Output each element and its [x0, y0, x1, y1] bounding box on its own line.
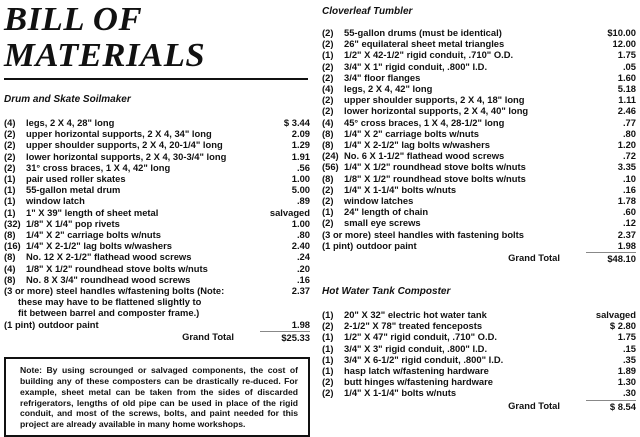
item-desc: steel handles w/fastening bolts (Note: [55, 285, 225, 297]
item-qty: (1) [322, 353, 334, 365]
item-qty: (2) [4, 161, 16, 173]
item-desc: No. 8 X 3/4" roundhead wood screws [26, 273, 191, 285]
item-desc: these may have to be flattened slightly to [18, 296, 202, 308]
grand-total-soilmaker [4, 331, 310, 343]
list-item [322, 206, 636, 217]
item-price: 2.46 [617, 105, 636, 117]
item-qty: (8) [322, 127, 334, 139]
item-qty: (2) [322, 387, 334, 399]
item-qty: (1) [322, 365, 334, 377]
item-desc: outdoor paint [356, 239, 417, 251]
item-qty: (4) [4, 262, 16, 274]
item-desc: 1/2" X 42-1/2" rigid conduit, .710" O.D. [344, 49, 514, 61]
item-qty: (1) [4, 195, 16, 207]
item-qty: (2) [322, 320, 334, 332]
total-value: $48.10 [586, 252, 636, 264]
item-price: 1.75 [617, 49, 636, 61]
item-qty: (2) [322, 195, 334, 207]
item-price: .60 [622, 206, 636, 218]
list-item [322, 139, 636, 150]
page-title: BILL OF MATERIALS [4, 1, 206, 74]
item-price: 1.11 [618, 94, 636, 106]
item-qty: (1) [4, 173, 16, 185]
grand-total-tumbler [322, 252, 636, 264]
list-item [4, 319, 310, 330]
item-desc: 1/4" X 2-1/2" lag bolts w/washers [344, 139, 490, 151]
list-item [322, 161, 636, 172]
item-desc: 1/8" X 1/2" roundhead stove bolts w/nuts [26, 262, 208, 274]
item-desc: window latches [344, 195, 414, 207]
item-qty: (2) [322, 71, 334, 83]
list-item [322, 354, 636, 365]
item-price: .16 [622, 183, 636, 195]
list-item-continuation [4, 296, 310, 307]
list-item [4, 229, 310, 240]
item-price: 1.00 [291, 217, 310, 229]
list-item [4, 263, 310, 274]
item-price: 1.75 [617, 331, 636, 343]
grand-total-hotwater [322, 400, 636, 412]
item-qty: (32) [4, 217, 21, 229]
list-item [4, 162, 310, 173]
item-qty: (2) [322, 94, 334, 106]
item-desc: upper shoulder supports, 2 X 4, 20-1/4" long [26, 139, 223, 151]
item-qty: (2) [322, 183, 334, 195]
item-price: 1.98 [291, 318, 310, 330]
item-qty: (1 pint) [322, 239, 354, 251]
total-label: Grand Total [508, 252, 560, 264]
item-price: .24 [296, 251, 310, 263]
item-desc: 1" X 39" length of sheet metal [26, 206, 159, 218]
item-desc: upper shoulder supports, 2 X 4, 18" long [344, 94, 525, 106]
item-qty: (2) [322, 27, 334, 38]
item-qty: (56) [322, 161, 339, 173]
list-item [322, 331, 636, 342]
list-item [4, 251, 310, 262]
list-item [322, 365, 636, 376]
item-price: .20 [296, 262, 310, 274]
item-price: .89 [296, 195, 310, 207]
list-item [322, 309, 636, 320]
item-qty: (1) [322, 49, 334, 61]
total-label: Grand Total [508, 399, 560, 411]
list-item [4, 128, 310, 139]
item-qty: (2) [4, 150, 16, 162]
list-item [322, 173, 636, 184]
list-item [4, 173, 310, 184]
list-item [4, 240, 310, 251]
section-title-hotwater: Hot Water Tank Composter [322, 286, 451, 298]
item-desc: 3/4" X 1" rigid conduit, .800" I.D. [344, 60, 488, 72]
list-item [4, 151, 310, 162]
item-qty: (16) [4, 240, 21, 252]
item-price: 1.89 [617, 365, 636, 377]
item-price: .15 [622, 342, 636, 354]
list-item [322, 49, 636, 60]
list-item [322, 376, 636, 387]
item-price: salvaged [269, 206, 310, 218]
item-price: .10 [622, 172, 636, 184]
item-qty: (2) [4, 139, 16, 151]
item-desc: 55-gallon metal drum [26, 184, 121, 196]
list-item [4, 218, 310, 229]
item-price: .72 [622, 150, 636, 162]
list-item [322, 38, 636, 49]
item-desc: 1/2" X 47" rigid conduit, .710" O.D. [344, 331, 497, 343]
item-desc: hasp latch w/fastening hardware [344, 365, 489, 377]
item-qty: (24) [322, 150, 339, 162]
item-qty: (1) [322, 206, 334, 218]
item-price: .30 [622, 387, 636, 399]
item-price: salvaged [595, 309, 636, 321]
item-qty: (1) [322, 331, 334, 343]
list-item [322, 387, 636, 398]
list-item-continuation [4, 307, 310, 318]
item-desc: 20" X 32" electric hot water tank [344, 309, 487, 321]
item-desc: steel handles with fastening bolts [373, 228, 524, 240]
item-desc: upper horizontal supports, 2 X 4, 34" long [26, 128, 212, 140]
item-price: 2.37 [617, 228, 636, 240]
item-qty: (4) [322, 83, 334, 95]
item-qty: (2) [322, 217, 334, 229]
list-item [322, 105, 636, 116]
item-price: 3.35 [617, 161, 636, 173]
list-item [322, 128, 636, 139]
item-price: 1.91 [291, 150, 310, 162]
item-qty: (1 pint) [4, 318, 36, 330]
item-price: $ 2.80 [609, 320, 636, 332]
list-item [322, 61, 636, 72]
tumbler-list [322, 27, 636, 229]
item-qty: (1) [322, 309, 334, 321]
item-desc: 1/4" X 2" carriage bolts w/nuts [344, 127, 479, 139]
item-qty: (2) [322, 38, 334, 50]
list-item [4, 184, 310, 195]
item-qty: (4) [4, 117, 16, 128]
item-desc: 1/4" X 1/2" roundhead stove bolts w/nuts [344, 161, 526, 173]
list-item [4, 195, 310, 206]
item-price: .80 [622, 127, 636, 139]
section-title-tumbler: Cloverleaf Tumbler [322, 6, 413, 17]
item-desc: 1/4" X 1-1/4" bolts w/nuts [344, 387, 457, 399]
list-item [322, 150, 636, 161]
item-price: .05 [622, 60, 636, 72]
item-qty: (8) [4, 251, 16, 263]
list-item [322, 27, 636, 38]
item-desc: 26" equilateral sheet metal triangles [344, 38, 505, 50]
item-desc: butt hinges w/fastening hardware [344, 376, 493, 388]
note-box: Note: By using scrounged or salvaged components, the cost of building any of these composters can be drastically re-duced. For example, sheet metal can be taken from the sides of discarded refrigerators, lengths of old pipe can be used in place of the rigid conduit, and most of the screws, bolts, and paint needed for this project are already available in many home workshops. [4, 357, 310, 437]
list-item [4, 117, 310, 128]
total-label: Grand Total [182, 330, 234, 342]
item-price: 1.98 [617, 239, 636, 251]
list-item [322, 72, 636, 83]
item-desc: window latch [26, 195, 85, 207]
item-desc: small eye screws [344, 217, 421, 229]
item-qty: (8) [322, 172, 334, 184]
list-item [4, 274, 310, 285]
item-desc: legs, 2 X 4, 28" long [26, 117, 115, 128]
hotwater-list [322, 309, 636, 399]
item-desc: 45° cross braces, 1 X 4, 28-1/2" long [344, 116, 505, 128]
item-qty: (3 or more) [322, 228, 371, 240]
right-column [322, 0, 636, 412]
item-price: .77 [622, 116, 636, 128]
item-price: 1.30 [617, 376, 636, 388]
item-price: 2.37 [291, 285, 310, 297]
item-price: 1.60 [617, 71, 636, 83]
item-price: .56 [296, 161, 310, 173]
item-desc: outdoor paint [38, 318, 99, 330]
list-item [4, 139, 310, 150]
item-desc: 3/4" floor flanges [344, 71, 421, 83]
item-qty: (1) [4, 206, 16, 218]
item-desc: 1/4" X 2-1/2" lag bolts w/washers [26, 240, 172, 252]
list-item [322, 240, 636, 251]
item-qty: (8) [4, 229, 16, 241]
item-desc: 24" length of chain [344, 206, 429, 218]
item-desc: 3/4" X 3" rigid conduit, .800" I.D. [344, 342, 488, 354]
item-qty: (8) [4, 273, 16, 285]
item-desc: 2-1/2" X 78" treated fenceposts [344, 320, 483, 332]
item-qty: (8) [322, 139, 334, 151]
item-price: 1.29 [291, 139, 310, 151]
item-price: 2.09 [291, 128, 310, 140]
item-qty: (2) [322, 376, 334, 388]
total-value: $ 8.54 [586, 400, 636, 412]
item-desc: 31° cross braces, 1 X 4, 42" long [26, 161, 171, 173]
item-desc: 55-gallon drums (must be identical) [344, 27, 502, 38]
item-desc: lower horizontal supports, 2 X 4, 40" long [344, 105, 529, 117]
item-price: 5.18 [617, 83, 636, 95]
soilmaker-list [4, 117, 310, 285]
item-desc: No. 6 X 1-1/2" flathead wood screws [344, 150, 505, 162]
list-item [322, 229, 636, 240]
item-desc: 1/8" X 1/2" roundhead stove bolts w/nuts [344, 172, 526, 184]
title-divider [4, 78, 308, 80]
list-item [322, 320, 636, 331]
item-qty: (4) [322, 116, 334, 128]
item-qty: (2) [322, 60, 334, 72]
item-price: $10.00 [607, 27, 636, 38]
list-item [4, 207, 310, 218]
item-desc: 1/4" X 2" carriage bolts w/nuts [26, 229, 161, 241]
item-qty: (1) [322, 342, 334, 354]
list-item [322, 195, 636, 206]
item-desc: lower horizontal supports, 2 X 4, 30-3/4" long [26, 150, 227, 162]
item-price: 5.00 [291, 184, 310, 196]
item-price: 1.78 [617, 195, 636, 207]
item-price: 1.20 [617, 139, 636, 151]
item-qty: (2) [4, 128, 16, 140]
section-title-soilmaker: Drum and Skate Soilmaker [4, 94, 131, 105]
total-value: $25.33 [260, 331, 310, 343]
left-column [4, 0, 310, 437]
item-price: $ 3.44 [283, 117, 310, 128]
item-desc: No. 12 X 2-1/2" flathead wood screws [26, 251, 192, 263]
item-desc: legs, 2 X 4, 42" long [344, 83, 433, 95]
list-item [322, 343, 636, 354]
list-item [322, 117, 636, 128]
item-desc: 3/4" X 6-1/2" rigid conduit, .800" I.D. [344, 353, 504, 365]
item-price: .80 [296, 229, 310, 241]
item-price: 1.00 [291, 173, 310, 185]
item-desc: pair used roller skates [26, 173, 126, 185]
list-item [322, 83, 636, 94]
item-desc: fit between barrel and composter frame.) [18, 307, 200, 319]
item-price: .16 [296, 273, 310, 285]
item-price: .12 [622, 217, 636, 229]
list-item [322, 94, 636, 105]
item-price: .35 [622, 353, 636, 365]
list-item [4, 285, 310, 296]
list-item [322, 184, 636, 195]
item-desc: 1/8" X 1/4" pop rivets [26, 217, 120, 229]
item-qty: (1) [4, 184, 16, 196]
item-price: 2.40 [291, 240, 310, 252]
item-desc: 1/4" X 1-1/4" bolts w/nuts [344, 183, 457, 195]
item-qty: (3 or more) [4, 285, 53, 297]
item-price: 12.00 [612, 38, 636, 50]
item-qty: (2) [322, 105, 334, 117]
list-item [322, 217, 636, 228]
